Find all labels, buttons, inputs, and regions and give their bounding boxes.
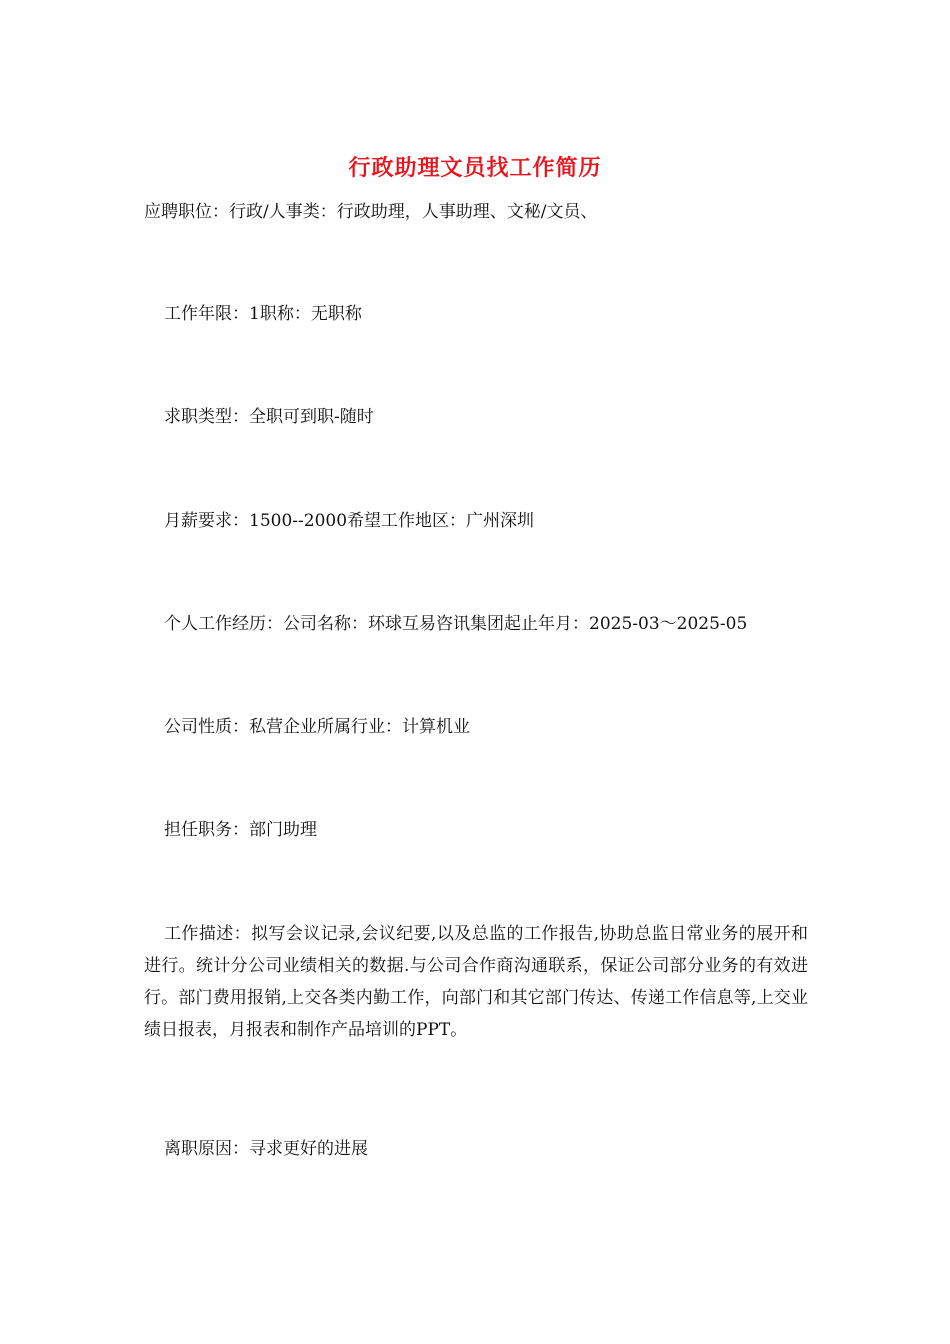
document-title: 行政助理文员找工作简历 [348,155,602,181]
salary-line: 月薪要求：1500--2000希望工作地区：广州深圳 [164,511,535,531]
job-type-line: 求职类型：全职可到职-随时 [164,407,374,427]
company-nature-line: 公司性质：私营企业所属行业：计算机业 [164,717,470,737]
applied-position-line: 应聘职位：行政/人事类：行政助理，人事助理、文秘/文员、 [144,202,598,222]
work-description-paragraph: 工作描述：拟写会议记录,会议纪要,以及总监的工作报告,协助总监日常业务的展开和进行。统计分公司业绩相关的数据.与公司合作商沟通联系，保证公司部分业务的有效进行。部门费用报销,上交各类内勤工作，向部门和其它部门传达、传递工作信息等,上交业绩日报表，月报表和制作产品培训的PPT。 [144,924,808,1040]
work-years-line: 工作年限：1职称：无职称 [164,304,362,324]
work-experience-line: 个人工作经历：公司名称：环球互易咨讯集团起止年月：2025-03～2025-05 [164,614,748,634]
leave-reason-line: 离职原因：寻求更好的进展 [164,1139,368,1159]
position-held-line: 担任职务：部门助理 [164,820,317,840]
